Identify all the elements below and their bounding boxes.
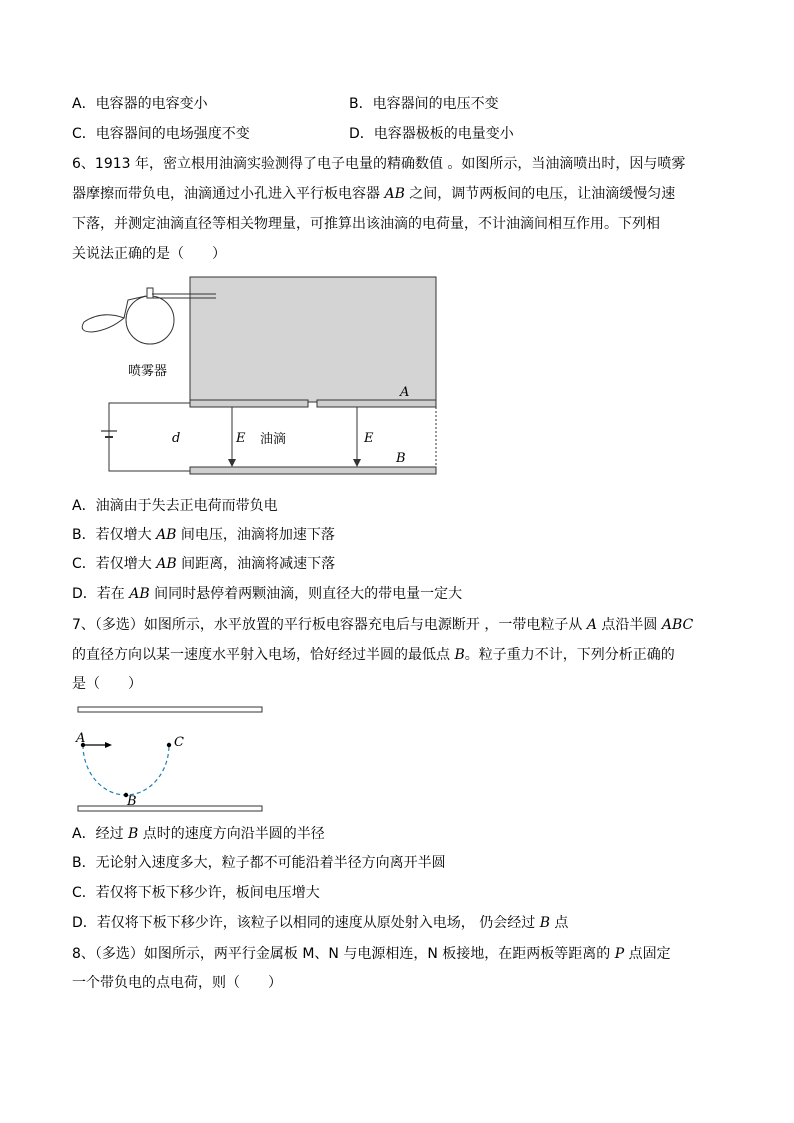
point-c-label: C [174,735,184,750]
point-b-label: B [127,794,137,809]
q7-semicircle-diagram [72,702,268,814]
q7-stem-line-3: 是（ ） [72,676,142,692]
plate-b-label: B [396,451,406,466]
q7-option-c: C．若仅将下板下移少许，板间电压增大 [72,885,320,901]
q6-option-d: D．若在 AB 间同时悬停着两颗油滴，则直径大的带电量一定大 [72,586,463,602]
q7-option-d: D．若仅将下板下移少许，该粒子以相同的速度从原处射入电场， 仍会经过 B 点 [72,915,569,931]
point-a-label: A [76,731,86,746]
field-arrow-left-icon [228,459,236,467]
q5-option-c: C．电容器间的电场强度不变 [72,126,250,142]
q6-option-c: C．若仅增大 AB 间距离，油滴将减速下落 [72,556,336,572]
plate-a-label: A [400,385,410,400]
q7-stem-line-1: 7、（多选）如图所示，水平放置的平行板电容器充电后与电源断开 ，一带电粒子从 A 点沿半圆 ABC [72,617,694,633]
velocity-arrow-icon [105,742,112,748]
q6-stem-line-2: 器摩擦而带负电，油滴通过小孔进入平行板电容器 AB 之间，调节两板间的电压，让油滴缓慢匀速 [72,186,676,202]
droplet-label: 油滴 [260,432,287,447]
q7-stem-line-2: 的直径方向以某一速度水平射入电场，恰好经过半圆的最低点 B。粒子重力不计，下列分析正确的 [72,647,675,663]
chamber-box [190,277,436,402]
plate-a-right [317,400,436,407]
upper-plate [78,707,262,712]
q6-stem-line-1: 6、1913 年，密立根用油滴实验测得了电子电量的精确数值 。如图所示，当油滴喷出时，因与喷雾 [72,156,686,172]
lower-plate [78,806,262,811]
q6-option-b: B．若仅增大 AB 间电压，油滴将加速下落 [72,527,335,543]
field-label-left: E [236,431,246,446]
q6-oil-drop-diagram [72,270,442,482]
q5-option-d: D．电容器极板的电量变小 [349,126,514,142]
q5-option-a: A．电容器的电容变小 [72,96,208,112]
q8-stem-line-1: 8、（多选）如图所示，两平行金属板 M、N 与电源相连，N 板接地，在距两板等距离的 P 点固定 [72,946,671,962]
semicircle-path [83,745,169,795]
q6-var-ab: AB [384,186,405,202]
q5-option-b: B．电容器间的电压不变 [349,96,499,112]
sprayer-nozzle [147,288,153,298]
sprayer-flask [126,296,174,344]
sprayer-bulb [82,315,124,332]
q8-stem-line-2: 一个带负电的点电荷，则（ ） [72,975,282,991]
q6-stem-line-3: 下落，并测定油滴直径等相关物理量，可推算出该油滴的电荷量，不计油滴间相互作用。下列相 [72,216,660,232]
q7-option-b: B．无论射入速度多大，粒子都不可能沿着半径方向离开半圆 [72,855,446,871]
plate-b [190,467,436,474]
distance-label: d [172,431,181,446]
plate-a-left [190,400,308,407]
field-label-right: E [364,431,374,446]
point-c [167,743,171,747]
field-arrow-right-icon [353,459,361,467]
q7-option-a: A．经过 B 点时的速度方向沿半圆的半径 [72,826,325,842]
q6-option-a: A．油滴由于失去正电荷而带负电 [72,498,278,514]
sprayer-label: 喷雾器 [128,364,168,379]
q6-stem-line-4: 关说法正确的是（ ） [72,246,226,262]
